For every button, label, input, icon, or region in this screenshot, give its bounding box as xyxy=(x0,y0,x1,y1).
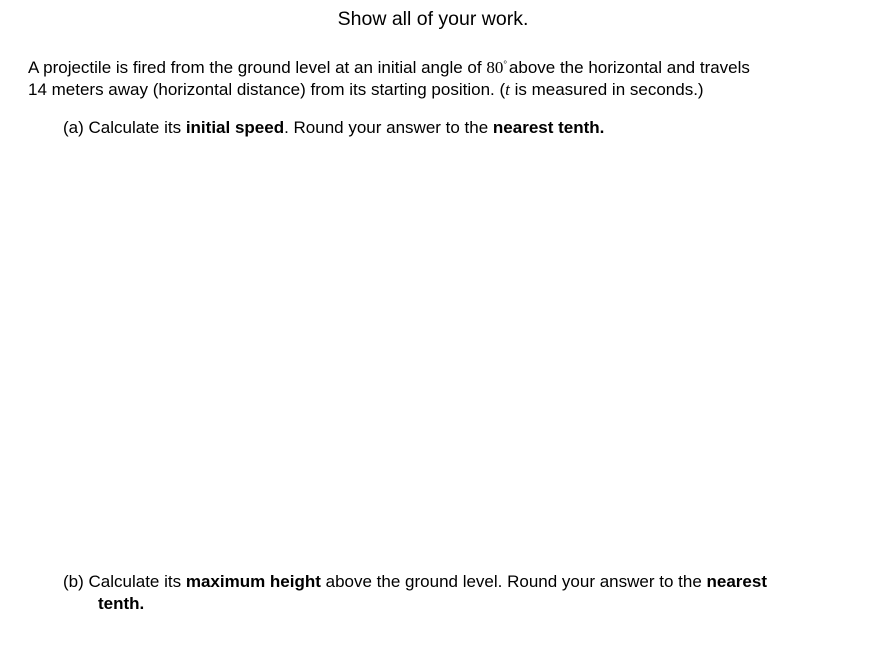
part-a-rounding: nearest tenth. xyxy=(492,118,605,137)
problem-text-2a: 14 meters away (horizontal distance) from its starting position. ( xyxy=(28,80,506,99)
part-b-line-1 xyxy=(63,571,767,593)
problem-text-2b: is measured in seconds.) xyxy=(509,80,704,99)
question-part-b xyxy=(63,571,767,615)
problem-text-1b: above the horizontal and travels xyxy=(508,58,750,77)
part-b-label: (b) Calculate its xyxy=(63,572,186,591)
part-a-middle: . Round your answer to the xyxy=(284,118,493,137)
part-b-line-2 xyxy=(63,593,767,615)
problem-line-1 xyxy=(28,53,848,79)
time-variable: t xyxy=(505,80,510,99)
question-part-a xyxy=(63,117,604,139)
degree-symbol: ° xyxy=(503,59,507,69)
part-b-middle: above the ground level. Round your answer to the xyxy=(320,572,707,591)
part-b-rounding-1: nearest xyxy=(706,572,767,591)
part-b-rounding-2: tenth. xyxy=(98,594,145,613)
problem-statement xyxy=(28,53,848,101)
part-a-term: initial speed xyxy=(185,118,285,137)
problem-text-1a: A projectile is fired from the ground level at an initial angle of xyxy=(28,58,487,77)
part-a-label: (a) Calculate its xyxy=(63,118,186,137)
problem-line-2 xyxy=(28,79,848,101)
page-title: Show all of your work. xyxy=(337,8,529,30)
angle-value: 80 xyxy=(486,58,504,77)
part-b-term: maximum height xyxy=(185,572,321,591)
